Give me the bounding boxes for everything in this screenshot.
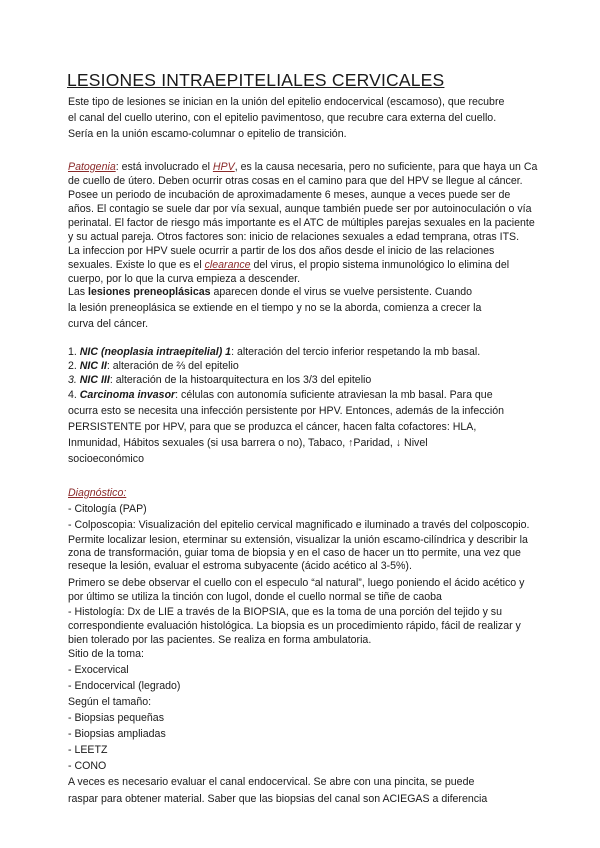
- nic-cont-line: Inmunidad, Hábitos sexuales (si usa barrera o no), Tabaco, ↑Paridad, ↓ Nivel: [68, 437, 428, 449]
- nic-term: NIC (neoplasia intraepitelial) 1: [79, 346, 232, 358]
- page-title: LESIONES INTRAEPITELIALES CERVICALES: [67, 70, 445, 90]
- nic-item-4: [68, 389, 493, 402]
- diagnostico-heading: Diagnóstico:: [68, 487, 127, 499]
- hpv-term: HPV: [212, 161, 235, 173]
- diagnostico-line: - Citología (PAP): [68, 503, 147, 515]
- nic-text: : células con autonomía suficiente atraviesan la mb basal. Para que: [175, 389, 493, 401]
- patogenia-text: sexuales. Existe lo que es el: [68, 259, 205, 271]
- diagnostico-line: - Endocervical (legrado): [68, 680, 181, 692]
- nic-term: Carcinoma invasor: [79, 389, 176, 401]
- diagnostico-line: Sitio de la toma:: [68, 648, 144, 660]
- preneoplasicas-term: lesiones preneoplásicas: [88, 286, 211, 298]
- diagnostico-line: Permite localizar lesion, eterminar su extensión, visualizar la unión escamo-cilíndrica y describir la: [68, 534, 528, 546]
- diagnostico-line: bien tolerado por las pacientes. Se realiza en forma ambulatoria.: [68, 634, 372, 646]
- patogenia-line: años. El contagio se suele dar por vía sexual, aunque también puede ser por autoinoculación o vía: [68, 203, 532, 215]
- patogenia-heading: Patogenia: [68, 161, 116, 173]
- clearance-term: clearance: [204, 259, 251, 271]
- diagnostico-line: A veces es necesario evaluar el canal endocervical. Se abre con una pincita, se puede: [68, 776, 475, 788]
- nic-cont-line: PERSISTENTE por HPV, para que se produzca el cáncer, hacen falta cofactores: HLA,: [68, 421, 477, 433]
- nic-number: 2.: [68, 360, 80, 372]
- nic-text: : alteración de ⅔ del epitelio: [106, 360, 239, 372]
- preneoplasicas-line: la lesión preneoplásica se extiende en el tiempo y no se la aborda, comienza a crecer la: [68, 302, 482, 314]
- patogenia-text: : está involucrado el: [115, 161, 213, 173]
- nic-term: NIC II: [79, 360, 107, 372]
- diagnostico-line: correspondiente evaluación histológica. La biopsia es un procedimiento rápido, fácil de realizar y: [68, 620, 521, 632]
- patogenia-line: [68, 161, 537, 174]
- intro-line: el canal del cuello uterino, con el epitelio pavimentoso, que recubre cara externa del cuello.: [68, 112, 497, 124]
- patogenia-text: , es la causa necesaria, pero no suficiente, para que haya un Ca: [234, 161, 538, 173]
- preneoplasicas-line: curva del cáncer.: [68, 318, 149, 330]
- nic-text: : alteración de la histoarquitectura en los 3/3 del epitelio: [109, 374, 372, 386]
- diagnostico-line: reseque la lesión, evaluar el estroma subyacente (ácido acético al 3-5%).: [68, 560, 412, 572]
- diagnostico-line: Primero se debe observar el cuello con el especulo “al natural”, luego poniendo el ácido acético y: [68, 577, 525, 589]
- preneoplasicas-text: aparecen donde el virus se vuelve persistente. Cuando: [210, 286, 472, 298]
- patogenia-line: cuerpo, por lo que la curva empieza a descender.: [68, 273, 301, 285]
- diagnostico-line: - Biopsias ampliadas: [68, 728, 166, 740]
- diagnostico-line: por último se utiliza la tinción con lugol, donde el cuello normal se tiñe de caoba: [68, 591, 442, 603]
- patogenia-line: Posee un periodo de incubación de aproximadamente 6 meses, aunque a veces puede ser de: [68, 189, 511, 201]
- intro-line: Sería en la unión escamo-columnar o epitelio de transición.: [68, 128, 347, 140]
- nic-cont-line: socioeconómico: [68, 453, 144, 465]
- nic-number: 1.: [68, 346, 80, 358]
- nic-term: NIC III: [79, 374, 110, 386]
- patogenia-line: y su actual pareja. Otros factores son: inicio de relaciones sexuales a edad temprana, otras ITS.: [68, 231, 520, 243]
- patogenia-line: [68, 259, 509, 272]
- diagnostico-line: - Biopsias pequeñas: [68, 712, 164, 724]
- nic-item-2: [68, 360, 239, 373]
- diagnostico-line: Según el tamaño:: [68, 696, 152, 708]
- nic-item-3: [68, 374, 371, 387]
- nic-number: 4.: [68, 389, 80, 401]
- diagnostico-line: raspar para obtener material. Saber que las biopsias del canal son ACIEGAS a diferencia: [68, 793, 488, 805]
- intro-line: Este tipo de lesiones se inician en la unión del epitelio endocervical (escamoso), que recubre: [68, 96, 505, 108]
- nic-number: 3.: [68, 374, 80, 386]
- diagnostico-line: - CONO: [68, 760, 107, 772]
- patogenia-line: La infeccion por HPV suele ocurrir a partir de los dos años desde el inicio de las relaciones: [68, 245, 495, 257]
- nic-text: : alteración del tercio inferior respetando la mb basal.: [231, 346, 481, 358]
- diagnostico-line: zona de transformación, guiar toma de biopsia y en el caso de hacer un tto permite, una vez que: [68, 547, 521, 559]
- patogenia-text: del virus, el propio sistema inmunológico lo elimina del: [250, 259, 510, 271]
- diagnostico-line: - LEETZ: [68, 744, 108, 756]
- diagnostico-line: - Histología: Dx de LIE a través de la BIOPSIA, que es la toma de una porción del tejido y su: [68, 606, 502, 618]
- preneoplasicas-line: [68, 286, 472, 299]
- preneoplasicas-text: Las: [68, 286, 89, 298]
- patogenia-line: perinatal. El factor de riesgo más importante es el ATC de múltiples parejas sexuales en la paciente: [68, 217, 535, 229]
- diagnostico-line: - Exocervical: [68, 664, 129, 676]
- patogenia-line: de cuello de útero. Deben ocurrir otras cosas en el camino para que del HPV se llegue al cáncer.: [68, 175, 523, 187]
- diagnostico-line: - Colposcopia: Visualización del epitelio cervical magnificado e iluminado a través del colposcopio.: [68, 519, 530, 531]
- nic-item-1: [68, 346, 480, 359]
- nic-cont-line: ocurra esto se necesita una infección persistente por HPV. Entonces, además de la infección: [68, 405, 504, 417]
